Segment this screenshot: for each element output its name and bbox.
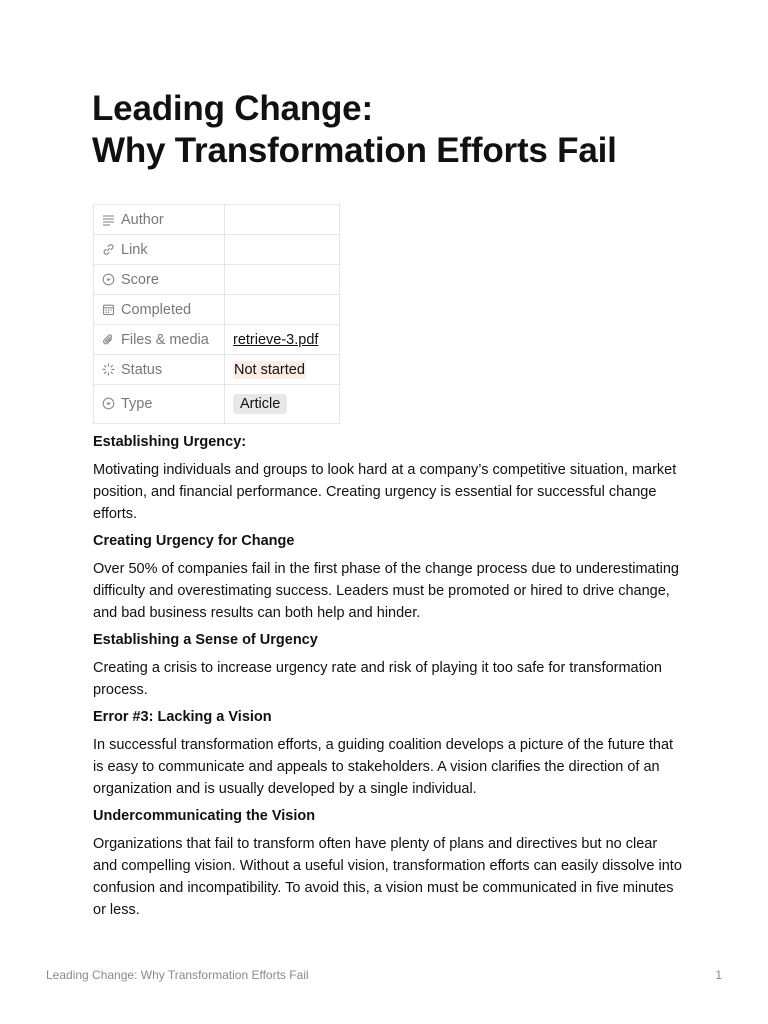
property-key-files-media[interactable]	[94, 325, 225, 355]
status-badge: Not started	[234, 361, 305, 378]
property-value-type[interactable]	[225, 385, 340, 424]
property-label: Status	[121, 361, 163, 378]
property-value-completed[interactable]	[225, 295, 340, 325]
property-row-score	[94, 265, 340, 295]
page-number: 1	[715, 968, 722, 982]
section-paragraph: Over 50% of companies fail in the first phase of the change process due to underestimating difficulty and overestimating success. Leaders must be promoted or hired to drive change, and bad business results can both help and hinder.	[93, 561, 679, 621]
properties-table	[93, 204, 340, 424]
page-title-line-2: Why Transformation Efforts Fail	[92, 131, 617, 170]
property-key-type[interactable]	[94, 385, 225, 424]
link-icon	[102, 243, 115, 256]
property-label: Type	[121, 396, 153, 412]
property-key-completed[interactable]	[94, 295, 225, 325]
property-key-status[interactable]	[94, 355, 225, 385]
property-row-files-media	[94, 325, 340, 355]
property-key-score[interactable]	[94, 265, 225, 295]
calendar-icon	[102, 303, 115, 316]
type-tag: Article	[233, 394, 287, 414]
section-heading: Creating Urgency for Change	[93, 533, 295, 549]
section-heading: Establishing a Sense of Urgency	[93, 632, 318, 648]
section-heading: Establishing Urgency:	[93, 434, 247, 450]
property-key-link[interactable]	[94, 235, 225, 265]
property-value-score[interactable]	[225, 265, 340, 295]
property-value-files-media	[225, 325, 340, 355]
property-row-status	[94, 355, 340, 385]
file-link[interactable]: retrieve-3.pdf	[233, 331, 319, 348]
property-row-author	[94, 205, 340, 235]
status-spinner-icon	[102, 363, 115, 376]
property-key-author[interactable]	[94, 205, 225, 235]
section-paragraph: In successful transformation efforts, a guiding coalition develops a picture of the future that is easy to communicate and appeals to stakeholders. A vision clarifies the direction of an organization and is usually developed by a single individual.	[93, 737, 674, 797]
section-heading: Undercommunicating the Vision	[93, 808, 316, 824]
page-title-line-1: Leading Change:	[92, 89, 373, 128]
page-footer	[46, 968, 722, 982]
property-value-author[interactable]	[225, 205, 340, 235]
section-heading: Error #3: Lacking a Vision	[93, 709, 272, 725]
property-row-type	[94, 385, 340, 424]
property-label: Score	[121, 271, 159, 288]
property-value-status[interactable]	[225, 355, 340, 385]
section-paragraph: Organizations that fail to transform often have plenty of plans and directives but no clear and compelling vision. Without a useful vision, transformation efforts can easily dissolve into confusion and incompatibility. To avoid this, a vision must be communicated in five minutes or less.	[93, 836, 682, 918]
select-icon	[102, 273, 115, 286]
property-label: Files & media	[121, 331, 209, 348]
paperclip-icon	[102, 333, 115, 346]
property-label: Author	[121, 211, 164, 228]
property-value-link[interactable]	[225, 235, 340, 265]
property-row-link	[94, 235, 340, 265]
select-icon	[102, 397, 115, 410]
section-paragraph: Motivating individuals and groups to look hard at a company’s competitive situation, market position, and financial performance. Creating urgency is essential for successful change efforts.	[93, 462, 677, 522]
text-lines-icon	[102, 213, 115, 226]
property-row-completed	[94, 295, 340, 325]
document-body	[93, 432, 683, 927]
section-paragraph: Creating a crisis to increase urgency rate and risk of playing it too safe for transformation process.	[93, 660, 662, 698]
property-label: Link	[121, 241, 148, 258]
page-title	[92, 88, 712, 172]
property-label: Completed	[121, 301, 192, 318]
footer-title: Leading Change: Why Transformation Efforts Fail	[46, 968, 309, 982]
